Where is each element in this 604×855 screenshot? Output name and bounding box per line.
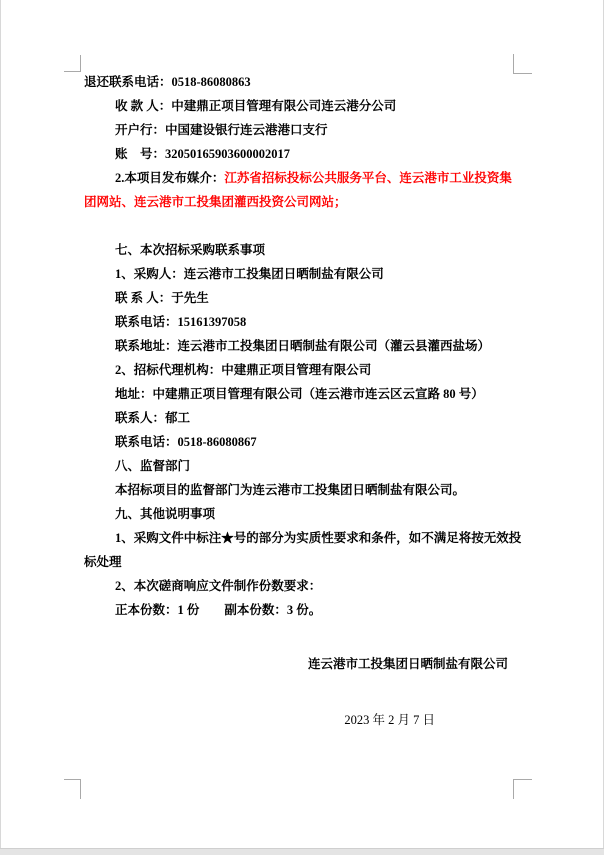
doc-line: [84, 598, 516, 622]
doc-text: 账 号：32050165903600002017: [115, 147, 291, 161]
doc-line: [84, 526, 522, 550]
doc-text: 地址：中建鼎正项目管理有限公司（连云港市连云区云宣路 80 号）: [115, 387, 484, 401]
doc-line: [84, 94, 516, 118]
doc-line: [84, 118, 516, 142]
document-body: [84, 70, 522, 622]
doc-line: [84, 166, 516, 190]
doc-text: 开户行：中国建设银行连云港港口支行: [115, 123, 328, 137]
doc-text: 2、招标代理机构：中建鼎正项目管理有限公司: [115, 363, 372, 377]
page-bottom-gap: [0, 848, 604, 855]
doc-text: 联系电话：0518-86080867: [115, 435, 257, 449]
doc-line: [84, 142, 516, 166]
doc-line: [84, 238, 516, 262]
doc-text: 2、本次磋商响应文件制作份数要求：: [115, 579, 322, 593]
document-date: 2023 年 2 月 7 日: [344, 713, 435, 727]
doc-text: 联系地址：连云港市工投集团日晒制盐有限公司（灌云县灌西盐场）: [115, 339, 491, 353]
doc-line: [84, 70, 516, 94]
signature-company-name: 连云港市工投集团日晒制盐有限公司: [307, 657, 508, 671]
doc-line: [84, 358, 516, 382]
margin-mark-bottom-right-icon: [513, 779, 532, 799]
doc-line: [84, 406, 516, 430]
doc-text: 标处理: [84, 555, 122, 569]
doc-line: [84, 454, 516, 478]
doc-text-red: 江苏省招标投标公共服务平台、连云港市工业投资集: [224, 171, 512, 185]
doc-text: 联系电话：15161397058: [115, 315, 247, 329]
doc-text: 九、其他说明事项: [115, 507, 216, 521]
doc-text: 1、采购人：连云港市工投集团日晒制盐有限公司: [115, 267, 384, 281]
doc-text-red: 团网站、连云港市工投集团灌西投资公司网站；: [84, 195, 347, 209]
doc-text: 正本份数：1 份 副本份数：3 份。: [115, 603, 322, 617]
doc-text: 七、本次招标采购联系事项: [115, 243, 266, 257]
doc-text: 联 系 人：于先生: [115, 291, 209, 305]
doc-line: [84, 382, 516, 406]
doc-line: [84, 190, 516, 214]
margin-mark-top-left-icon: [64, 55, 81, 72]
doc-text: 联系人：郁工: [115, 411, 191, 425]
doc-line: [84, 310, 516, 334]
doc-text: 本招标项目的监督部门为连云港市工投集团日晒制盐有限公司。: [115, 483, 466, 497]
doc-line: [84, 550, 516, 574]
doc-line: [84, 286, 516, 310]
doc-line: [84, 262, 516, 286]
doc-text: 收 款 人：中建鼎正项目管理有限公司连云港分公司: [115, 99, 397, 113]
doc-line: [84, 502, 516, 526]
doc-text: 退还联系电话：0518-86080863: [84, 75, 251, 89]
margin-mark-bottom-left-icon: [64, 779, 81, 799]
page-left-edge: [0, 0, 1, 855]
doc-line: [84, 574, 516, 598]
doc-line: [84, 334, 516, 358]
doc-line: [84, 430, 516, 454]
doc-text: 2.本项目发布媒介：: [115, 171, 225, 185]
doc-text: 1、采购文件中标注★号的部分为实质性要求和条件，如不满足将按无效投: [115, 531, 522, 545]
doc-line: [84, 478, 516, 502]
doc-blank-line: [84, 214, 516, 238]
doc-text: 八、监督部门: [115, 459, 191, 473]
